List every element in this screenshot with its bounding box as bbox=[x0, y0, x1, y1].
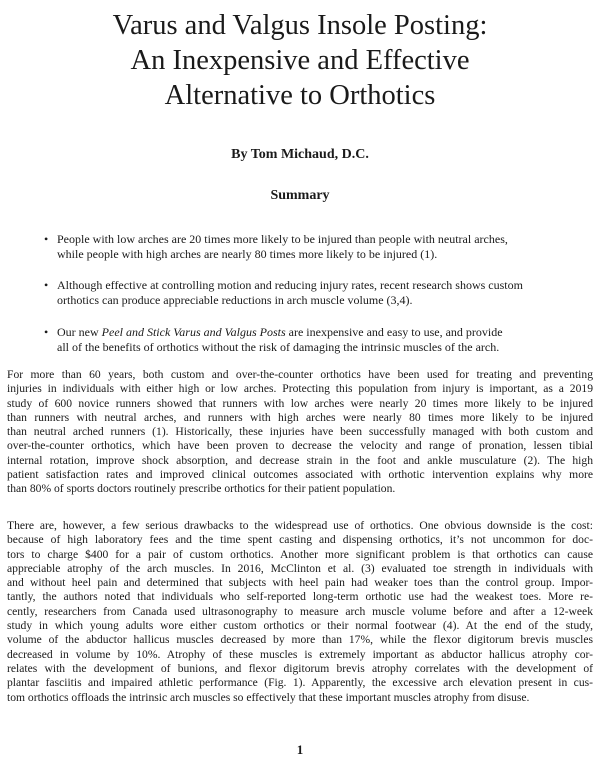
bullet-icon: • bbox=[44, 278, 49, 292]
paragraph-line: relates with the development of bunions, and flexor digitorum brevis atrophy correlates with the development of bbox=[7, 661, 593, 675]
paragraph-line: study in which young adults wore either custom orthotics or their normal footwear (4). At the end of the study, bbox=[7, 619, 593, 633]
bullet-icon: • bbox=[44, 325, 49, 339]
summary-bullet bbox=[40, 325, 570, 354]
summary-heading: Summary bbox=[270, 188, 330, 203]
paragraph-line: There are, however, a few serious drawbacks to the widespread use of orthotics. One obvious downside is the cost: bbox=[7, 519, 593, 532]
paragraph-line: tantly, the authors noted that individuals who self-reported long-term orthotic use had the weakest toes. More re- bbox=[7, 590, 593, 604]
paragraph-line: than neutral arched runners (1). Historically, these injuries have been successfully managed with both custom and bbox=[7, 425, 593, 439]
bullet-text-line: orthotics can produce appreciable reductions in arch muscle volume (3,4). bbox=[57, 292, 413, 307]
summary-bullet bbox=[40, 278, 570, 307]
paragraph-line: because of high laboratory fees and the time spent casting and dispensing orthotics, it’s not uncommon for doc- bbox=[7, 533, 593, 547]
paragraph-line: plantar fasciitis and impaired athletic performance (Fig. 1). Apparently, the excessive arch elevation present in cus- bbox=[7, 676, 593, 690]
paragraph-line: tors to charge $400 for a pair of custom orthotics. Another more significant problem is that orthotics can cause bbox=[7, 547, 593, 561]
paragraph-line: internal rotation, improve shock absorption, and decrease strain in the foot and ankle musculature (2). The high bbox=[7, 453, 593, 467]
page-number: 1 bbox=[296, 742, 304, 757]
paragraph-line: patient satisfaction rates and improved clinical outcomes associated with orthotic intervention explains why more bbox=[7, 468, 593, 482]
summary-bullet-list bbox=[40, 232, 570, 354]
summary-bullet bbox=[40, 232, 570, 261]
bullet-text-line: Although effective at controlling motion and reducing injury rates, recent research shows custom bbox=[57, 278, 523, 292]
paragraph-line: appreciable atrophy of the arch muscles. In 2016, McClinton et al. (3) evaluated toe strength in individuals with bbox=[7, 561, 593, 575]
paragraph-line: than runners with neutral arches, and runners with high arches were nearly 80 times more likely to be injured bbox=[7, 410, 593, 424]
title-line: Alternative to Orthotics bbox=[164, 80, 436, 111]
paragraph-line: over-the-counter orthotics, which have been proven to decrease the velocity and range of pronation, lessen tibial bbox=[7, 439, 593, 453]
body-paragraph-2 bbox=[7, 519, 593, 705]
bullet-icon: • bbox=[44, 232, 49, 246]
paragraph-line: than 80% of sports doctors routinely prescribe orthotics for their patient population. bbox=[7, 482, 396, 496]
paragraph-line: For more than 60 years, both custom and over-the-counter orthotics have been used for treating and preventing bbox=[7, 368, 593, 381]
title-line: Varus and Valgus Insole Posting: bbox=[112, 10, 488, 41]
bullet-text-suffix: are inexpensive and easy to use, and provide bbox=[285, 325, 503, 339]
product-name-italic: Peel and Stick Varus and Valgus Posts bbox=[101, 325, 286, 339]
paragraph-line: injuries in individuals with either high or low arches. Protecting this population from injury is important, as a 2019 bbox=[7, 382, 593, 396]
bullet-text-line: all of the benefits of orthotics without the risk of damaging the intrinsic muscles of the arch. bbox=[57, 339, 500, 354]
paragraph-line: and without heel pain and determined that subjects with heel pain had weaker toes than the control group. Impor- bbox=[7, 576, 593, 590]
paragraph-line: cently, researchers from Canada used ultrasonography to measure arch muscle volume before and after a 12-week bbox=[7, 604, 593, 618]
body-paragraph-1 bbox=[7, 368, 593, 497]
paragraph-line: study of 600 novice runners showed that runners with low arches were nearly 20 times more likely to be injured bbox=[7, 396, 593, 410]
paragraph-line: volume of the abductor hallicus muscles decreased by more than 17%, while the flexor digitorum brevis muscles bbox=[7, 633, 593, 647]
article-title bbox=[0, 8, 600, 113]
paragraph-line: tom orthotics offloads the intrinsic arch muscles so effectively that these important muscles atrophy from disuse. bbox=[7, 690, 530, 704]
bullet-text-line: People with low arches are 20 times more likely to be injured than people with neutral arches, bbox=[57, 232, 508, 246]
bullet-text-line bbox=[57, 325, 570, 340]
author-byline: By Tom Michaud, D.C. bbox=[231, 147, 369, 162]
title-line: An Inexpensive and Effective bbox=[130, 45, 470, 76]
bullet-text-line: while people with high arches are nearly 80 times more likely to be injured (1). bbox=[57, 246, 438, 261]
paragraph-line: decreased in volume by 10%. Atrophy of these muscles is extremely important as abductor hallicus atrophy cor- bbox=[7, 647, 593, 661]
bullet-text-prefix: Our new bbox=[57, 325, 102, 339]
